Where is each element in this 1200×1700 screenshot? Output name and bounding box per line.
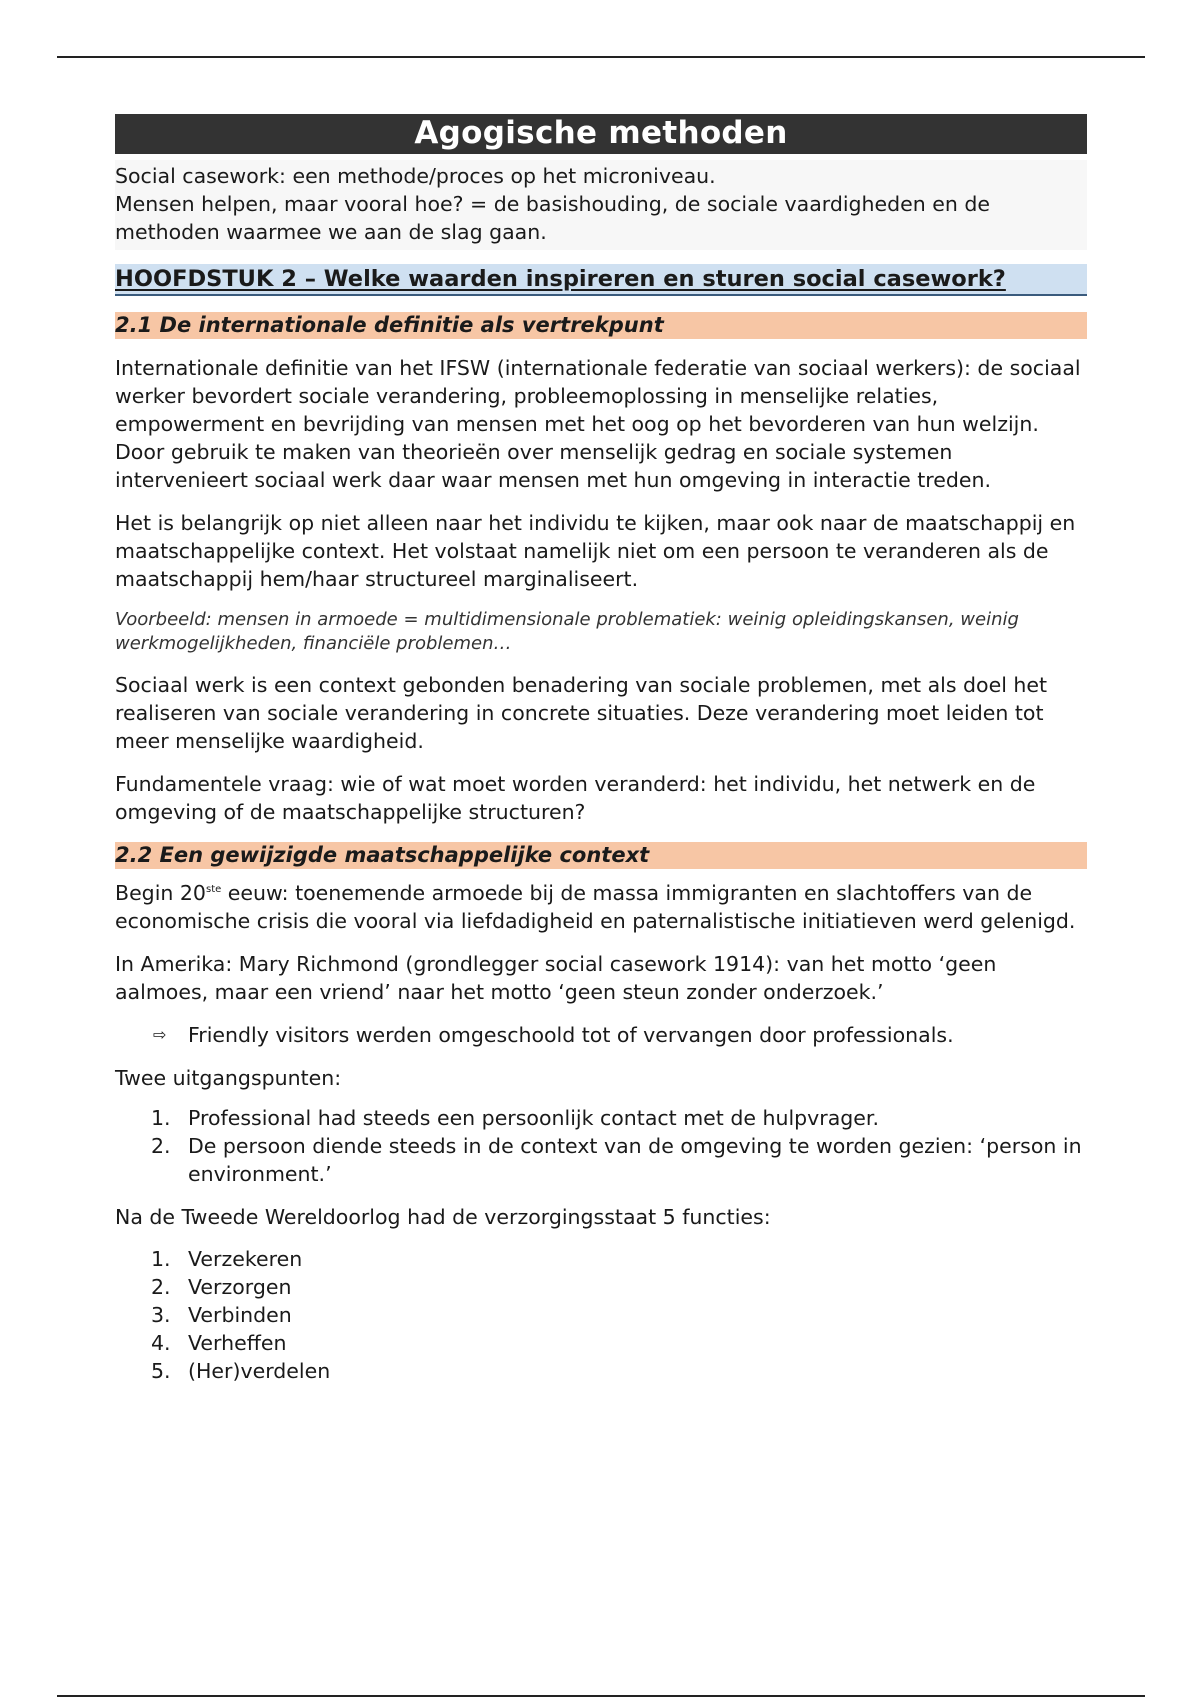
list-item-text: (Her)verdelen <box>188 1359 331 1383</box>
paragraph: Na de Tweede Wereldoorlog had de verzorgingsstaat 5 functies: <box>115 1205 771 1229</box>
list-item <box>115 1357 1087 1385</box>
numbered-list-functions <box>115 1245 1087 1385</box>
list-number: 5. <box>151 1359 171 1383</box>
list-item-text: Verzekeren <box>188 1247 303 1271</box>
chapter-heading: HOOFDSTUK 2 – Welke waarden inspireren en sturen social casework? <box>115 264 1087 296</box>
intro-block <box>115 160 1087 250</box>
example-text: Voorbeeld: mensen in armoede = multidimensionale problematiek: weinig opleidingskansen, weinig werkmogelijkheden, financiële problemen… <box>115 609 1019 654</box>
list-item-text: De persoon diende steeds in de context van de omgeving te worden gezien: ‘person in environment.’ <box>188 1134 1082 1186</box>
section-heading-2-2: 2.2 Een gewijzigde maatschappelijke context <box>115 842 1087 869</box>
list-item-text: Verzorgen <box>188 1275 292 1299</box>
list-item <box>115 1273 1087 1301</box>
intro-line-1: Social casework: een methode/proces op het microniveau. <box>115 164 716 188</box>
paragraph: Internationale definitie van het IFSW (internationale federatie van sociaal werkers): de sociaal werker bevordert sociale verandering, probleemoplossing in menselijke relaties, empowerment en bevrijding van mensen met het oog op het bevorderen van hun welzijn. Door gebruik te maken van theorieën over menselijk gedrag en sociale systemen intervenieert sociaal werk daar waar mensen met hun omgeving in interactie treden. <box>115 356 1081 492</box>
list-item <box>115 1132 1087 1188</box>
superscript: ste <box>205 884 222 896</box>
list-number: 4. <box>151 1331 171 1355</box>
paragraph <box>115 879 1087 935</box>
list-number: 2. <box>151 1275 171 1299</box>
list-item-text: Verbinden <box>188 1303 292 1327</box>
top-rule <box>57 56 1145 58</box>
list-number: 1. <box>151 1106 171 1130</box>
list-item-text: Verheffen <box>188 1331 287 1355</box>
list-number: 2. <box>151 1134 171 1158</box>
arrow-list-item <box>115 1021 1087 1049</box>
paragraph: Twee uitgangspunten: <box>115 1066 342 1090</box>
paragraph-text: eeuw: toenemende armoede bij de massa immigranten en slachtoffers van de economische crisis die vooral via liefdadigheid en paternalistische initiatieven werd gelenigd. <box>115 881 1076 933</box>
document-body <box>115 114 1087 1385</box>
bottom-rule <box>57 1695 1145 1697</box>
section-heading-2-1: 2.1 De internationale definitie als vertrekpunt <box>115 312 1087 339</box>
list-number: 3. <box>151 1303 171 1327</box>
list-item <box>115 1301 1087 1329</box>
paragraph: In Amerika: Mary Richmond (grondlegger social casework 1914): van het motto ‘geen aalmoes, maar een vriend’ naar het motto ‘geen steun zonder onderzoek.’ <box>115 952 997 1004</box>
paragraph: Fundamentele vraag: wie of wat moet worden veranderd: het individu, het netwerk en de omgeving of de maatschappelijke structuren? <box>115 772 1036 824</box>
paragraph: Het is belangrijk op niet alleen naar het individu te kijken, maar ook naar de maatschappij en maatschappelijke context. Het volstaat namelijk niet om een persoon te veranderen als de maatschappij hem/haar structureel marginaliseert. <box>115 511 1076 591</box>
document-title: Agogische methoden <box>115 114 1087 154</box>
paragraph: Sociaal werk is een context gebonden benadering van sociale problemen, met als doel het realiseren van sociale verandering in concrete situaties. Deze verandering moet leiden tot meer menselijke waardigheid. <box>115 673 1048 753</box>
intro-line-2: Mensen helpen, maar vooral hoe? = de basishouding, de sociale vaardigheden en de methoden waarmee we aan de slag gaan. <box>115 192 991 244</box>
list-item-text: Friendly visitors werden omgeschoold tot of vervangen door professionals. <box>188 1023 954 1047</box>
numbered-list-principles <box>115 1104 1087 1188</box>
paragraph-text: Begin 20 <box>115 881 206 905</box>
arrow-right-icon: ⇨ <box>153 1025 167 1044</box>
list-item <box>115 1104 1087 1132</box>
list-number: 1. <box>151 1247 171 1271</box>
list-item <box>115 1329 1087 1357</box>
list-item <box>115 1245 1087 1273</box>
list-item-text: Professional had steeds een persoonlijk contact met de hulpvrager. <box>188 1106 879 1130</box>
